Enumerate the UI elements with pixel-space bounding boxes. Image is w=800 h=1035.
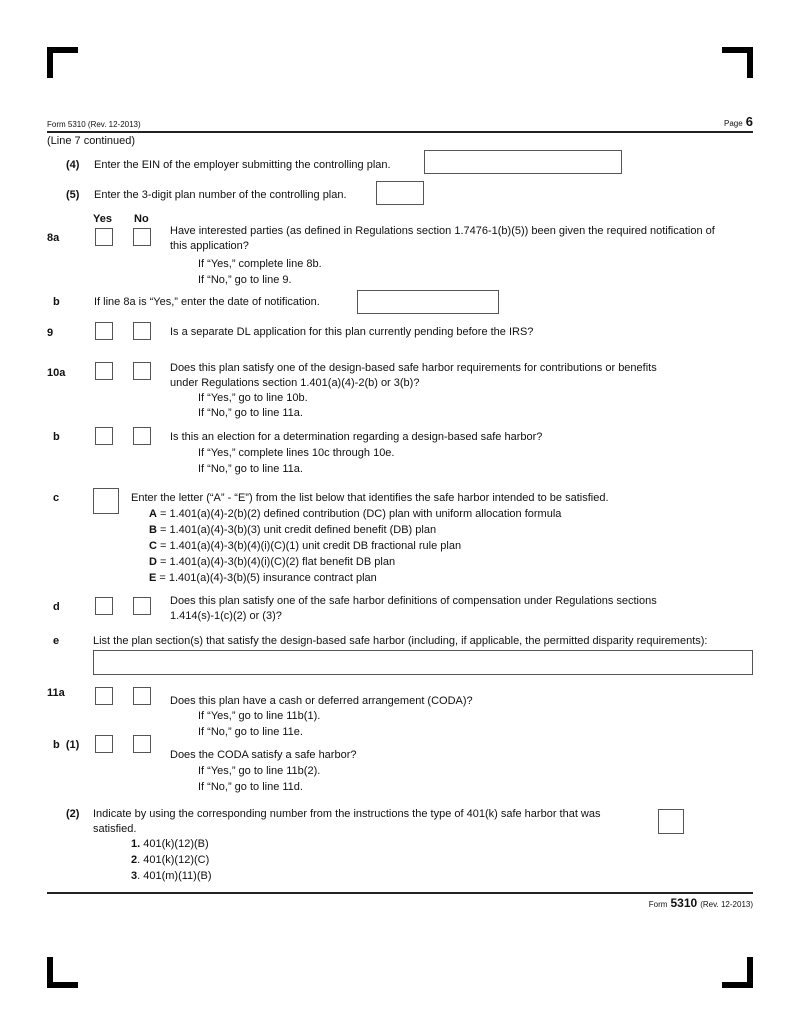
footer-revision: (Rev. 12-2013) — [700, 900, 753, 909]
safe-harbor-letter-input[interactable] — [93, 488, 119, 514]
line-num: b — [53, 296, 60, 308]
line-text: under Regulations section 1.401(a)(4)-2(b) or 3(b)? — [170, 377, 420, 389]
line-text: List the plan section(s) that satisfy the design-based safe harbor (including, if applicable, the permitted disparity requirements): — [93, 635, 708, 647]
instruction: If “Yes,” complete line 8b. — [198, 258, 322, 270]
instruction: If “Yes,” go to line 11b(2). — [198, 765, 321, 777]
continued-label: (Line 7 continued) — [47, 135, 136, 147]
line-text: Enter the EIN of the employer submitting the controlling plan. — [94, 159, 391, 171]
line-num: b — [53, 431, 60, 443]
line-text: this application? — [170, 240, 249, 252]
no-header: No — [134, 213, 149, 225]
option-text: = 1.401(a)(4)-3(b)(4)(i)(C)(2) flat benefit DB plan — [156, 556, 396, 568]
option-key: C — [149, 540, 157, 552]
line-text: Does this plan satisfy one of the design-based safe harbor requirements for contributions or benefits — [170, 362, 657, 374]
line-num: (4) — [66, 159, 80, 171]
instruction: If “Yes,” go to line 10b. — [198, 392, 308, 404]
option-text: 401(k)(12)(B) — [140, 838, 209, 850]
header-rule — [47, 131, 753, 133]
line-num: (2) — [66, 808, 80, 820]
10b-yes-checkbox[interactable] — [95, 427, 113, 445]
option-d — [149, 555, 395, 569]
form-header: Form 5310 (Rev. 12-2013) — [47, 120, 141, 129]
page-num: 6 — [745, 114, 753, 129]
option-key: E — [149, 572, 157, 584]
10a-yes-checkbox[interactable] — [95, 362, 113, 380]
page-label: Page — [724, 119, 743, 128]
line-text: Does this plan have a cash or deferred arrangement (CODA)? — [170, 695, 473, 707]
option-key: B — [149, 524, 157, 536]
option-b — [149, 523, 436, 537]
option-3 — [131, 869, 212, 883]
plan-sections-input[interactable] — [93, 650, 753, 675]
401k-safe-harbor-input[interactable] — [658, 809, 684, 834]
line-text: Is this an election for a determination regarding a design-based safe harbor? — [170, 431, 543, 443]
line-num: e — [53, 635, 60, 647]
11a-no-checkbox[interactable] — [133, 687, 151, 705]
option-text: = 1.401(a)(4)-3(b)(3) unit credit defined benefit (DB) plan — [156, 524, 437, 536]
corner-mark — [47, 47, 53, 78]
line-text: 1.414(s)-1(c)(2) or (3)? — [170, 610, 282, 622]
line-num: 10a — [47, 367, 66, 379]
11a-yes-checkbox[interactable] — [95, 687, 113, 705]
instruction: If “No,” go to line 11a. — [198, 463, 303, 475]
option-key: 1. — [131, 838, 141, 850]
10d-yes-checkbox[interactable] — [95, 597, 113, 615]
option-text: = 1.401(a)(4)-3(b)(5) insurance contract plan — [156, 572, 377, 584]
footer-form-label: Form — [648, 900, 668, 909]
option-key: A — [149, 508, 157, 520]
option-c — [149, 539, 461, 553]
corner-mark — [747, 957, 753, 988]
option-key: D — [149, 556, 157, 568]
footer-rule — [47, 892, 753, 894]
9-no-checkbox[interactable] — [133, 322, 151, 340]
8a-yes-checkbox[interactable] — [95, 228, 113, 246]
instruction: If “Yes,” go to line 11b(1). — [198, 710, 321, 722]
instruction: If “No,” go to line 11e. — [198, 726, 303, 738]
line-text: satisfied. — [93, 823, 137, 835]
yes-header: Yes — [93, 213, 112, 225]
line-text: Is a separate DL application for this plan currently pending before the IRS? — [170, 326, 534, 338]
corner-mark — [47, 957, 53, 988]
line-num: 11a — [47, 687, 65, 699]
option-key: 2 — [131, 854, 138, 866]
instruction: If “Yes,” complete lines 10c through 10e. — [198, 447, 395, 459]
line-text: Have interested parties (as defined in Regulations section 1.7476-1(b)(5)) been given the required notification of — [170, 225, 715, 237]
instruction: If “No,” go to line 9. — [198, 274, 292, 286]
option-1 — [131, 837, 209, 851]
option-e — [149, 571, 377, 585]
line-text: Does the CODA satisfy a safe harbor? — [170, 749, 357, 761]
line-num: 8a — [47, 232, 60, 244]
option-key: 3 — [131, 870, 138, 882]
line-text: If line 8a is “Yes,” enter the date of notification. — [94, 296, 320, 308]
page-number — [724, 115, 753, 131]
line-text: Does this plan satisfy one of the safe harbor definitions of compensation under Regulations sections — [170, 595, 657, 607]
instruction: If “No,” go to line 11a. — [198, 407, 303, 419]
line-text: Enter the letter (“A” - “E”) from the list below that identifies the safe harbor intended to be satisfied. — [131, 492, 609, 504]
option-a — [149, 507, 561, 521]
instruction: If “No,” go to line 11d. — [198, 781, 303, 793]
10a-no-checkbox[interactable] — [133, 362, 151, 380]
option-text: . 401(k)(12)(C) — [137, 854, 210, 866]
footer-form-number: 5310 — [670, 896, 698, 910]
option-2 — [131, 853, 209, 867]
line-text: Indicate by using the corresponding number from the instructions the type of 401(k) safe harbor that was — [93, 808, 601, 820]
9-yes-checkbox[interactable] — [95, 322, 113, 340]
plan-number-input[interactable] — [376, 181, 424, 205]
option-text: = 1.401(a)(4)-2(b)(2) defined contribution (DC) plan with uniform allocation formula — [156, 508, 562, 520]
line-num: 9 — [47, 327, 54, 339]
11b1-yes-checkbox[interactable] — [95, 735, 113, 753]
10b-no-checkbox[interactable] — [133, 427, 151, 445]
form-footer — [649, 896, 753, 912]
notification-date-input[interactable] — [357, 290, 499, 314]
option-text: . 401(m)(11)(B) — [137, 870, 212, 882]
line-num: c — [53, 492, 60, 504]
line-text: Enter the 3-digit plan number of the controlling plan. — [94, 189, 347, 201]
8a-no-checkbox[interactable] — [133, 228, 151, 246]
option-text: = 1.401(a)(4)-3(b)(4)(i)(C)(1) unit credit DB fractional rule plan — [156, 540, 462, 552]
ein-input[interactable] — [424, 150, 622, 174]
line-num: (5) — [66, 189, 80, 201]
10d-no-checkbox[interactable] — [133, 597, 151, 615]
11b1-no-checkbox[interactable] — [133, 735, 151, 753]
line-num: d — [53, 601, 60, 613]
corner-mark — [747, 47, 753, 78]
line-num: b (1) — [53, 739, 80, 751]
